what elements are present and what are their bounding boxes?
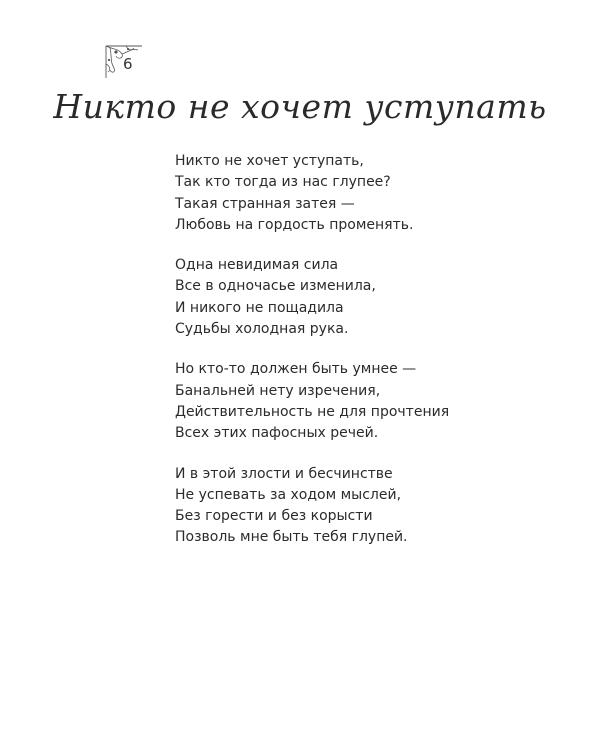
poem-line: Всех этих пафосных речей.	[175, 425, 379, 442]
poem-line: Позволь мне быть тебя глупей.	[175, 529, 408, 546]
poem-line: Но кто-то должен быть умнее —	[175, 361, 417, 378]
poem-title: Никто не хочет уступать	[53, 87, 547, 126]
poem-line: И никого не пощадила	[175, 299, 344, 316]
poem-line: Такая странная затея —	[175, 195, 355, 212]
poem-line: И в этой злости и бесчинстве	[175, 465, 393, 482]
poem-line: Банальней нету изречения,	[175, 382, 381, 399]
poem-line: Не успевать за ходом мыслей,	[175, 486, 402, 503]
poem-body	[175, 151, 505, 568]
poem-line: Любовь на гордость променять.	[175, 216, 414, 233]
poem-line: Без горести и без корысти	[175, 508, 373, 525]
poem-line: Судьбы холодная рука.	[175, 321, 349, 338]
page-number: 6	[123, 55, 133, 73]
poem-line: Одна невидимая сила	[175, 257, 339, 274]
stanza	[175, 359, 505, 444]
stanza	[175, 255, 505, 340]
poem-line: Так кто тогда из нас глупее?	[175, 174, 391, 191]
poem-line: Никто не хочет уступать,	[175, 153, 364, 169]
poem-line: Все в одночасье изменила,	[175, 278, 376, 295]
stanza	[175, 464, 505, 549]
poem-line: Действительность не для прочтения	[175, 403, 450, 420]
stanza	[175, 151, 505, 236]
